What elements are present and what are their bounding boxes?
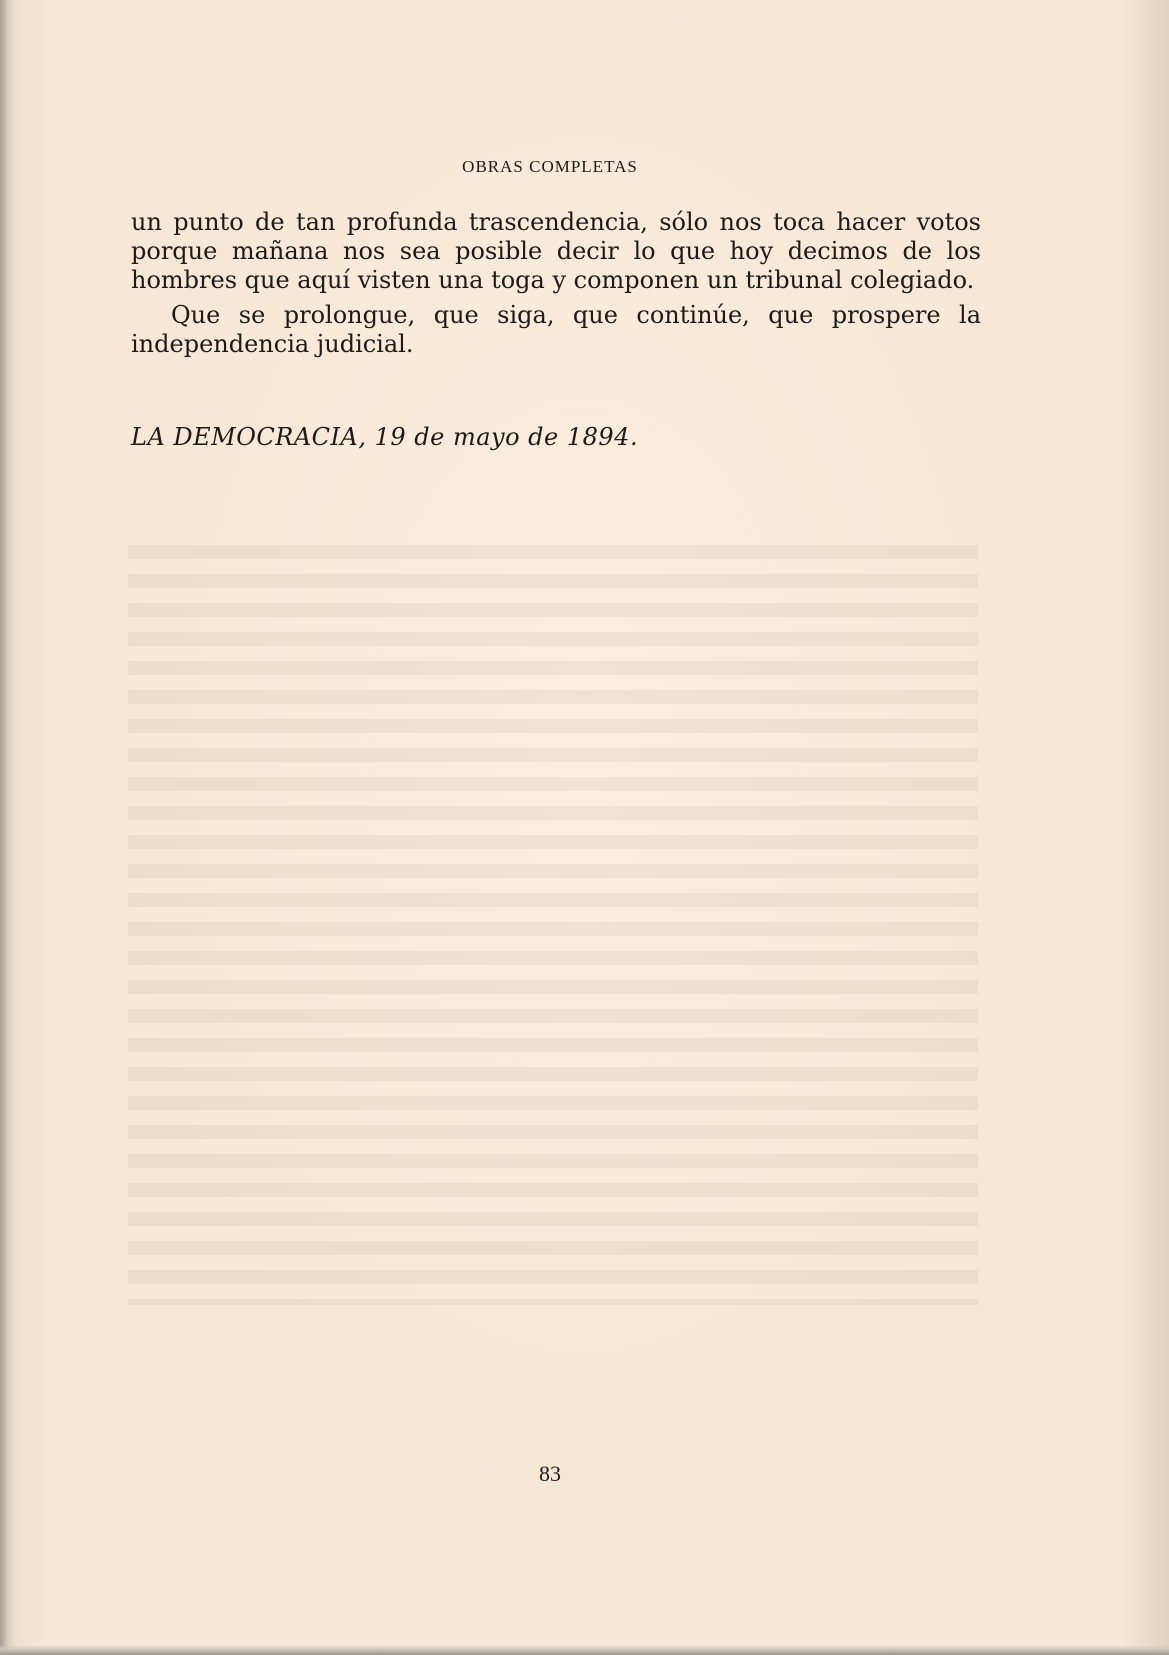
paragraph-1: un punto de tan profunda trascendencia, sólo nos toca hacer votos porque mañana nos sea posible decir lo que hoy decimos de los hombres que aquí visten una toga y componen un tribunal colegiado.	[131, 208, 981, 294]
page-bottom-edge	[0, 1645, 1169, 1655]
page-left-edge	[0, 0, 14, 1655]
show-through-text	[128, 545, 978, 1305]
paragraph-2: Que se prolongue, que siga, que continúe, que prospere la independencia judicial.	[131, 301, 981, 358]
running-head: OBRAS COMPLETAS	[462, 157, 638, 176]
body-text	[131, 208, 981, 359]
page-number: 83	[539, 1461, 561, 1486]
source-citation: LA DEMOCRACIA, 19 de mayo de 1894.	[131, 423, 639, 451]
